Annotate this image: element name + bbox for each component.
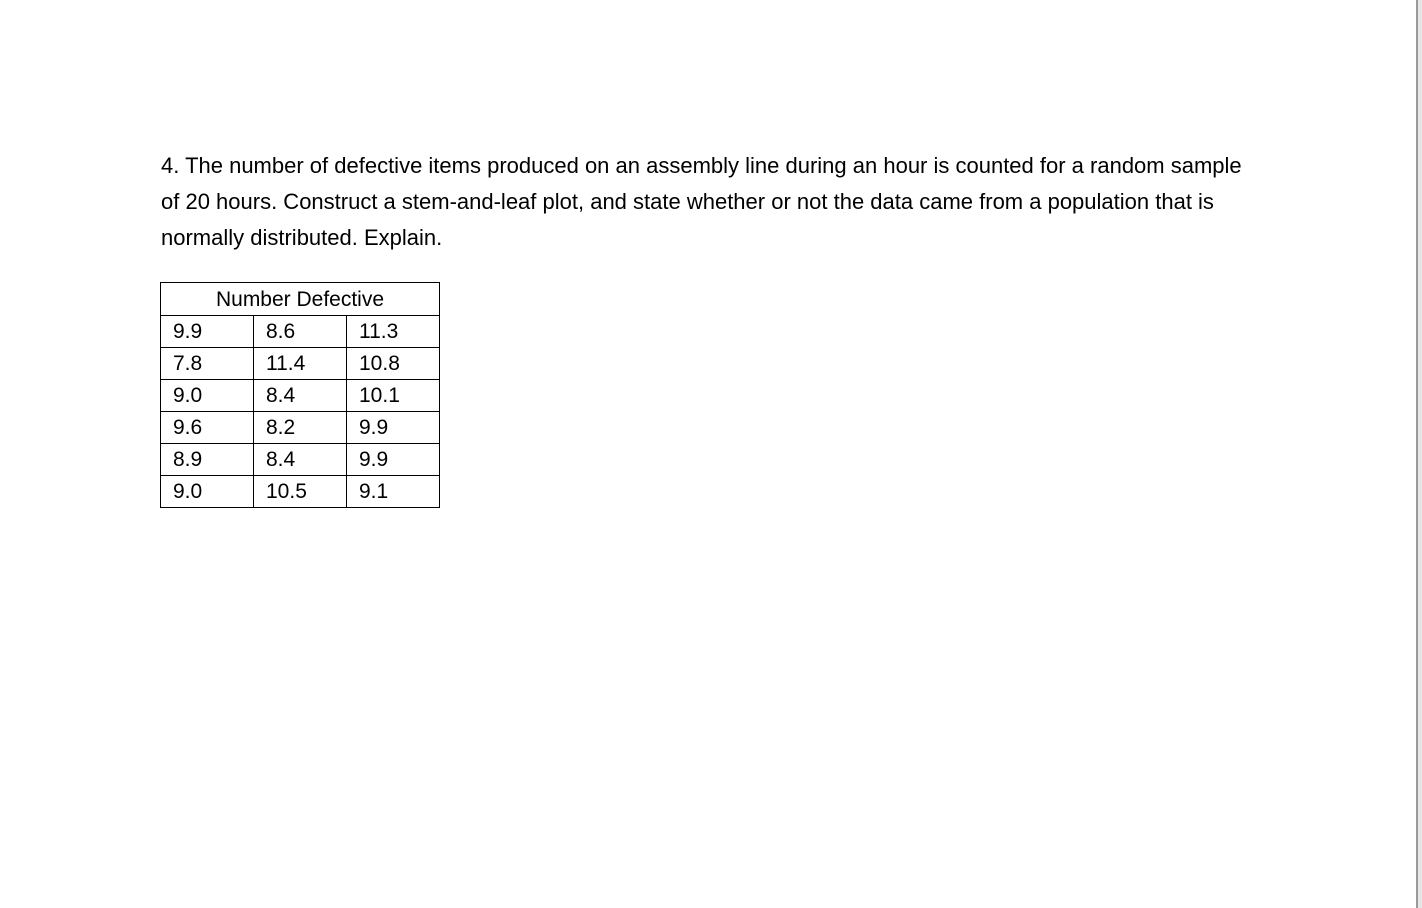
table-row (161, 316, 440, 348)
table-cell: 10.5 (254, 476, 347, 508)
table-cell: 7.8 (161, 348, 254, 380)
table-cell: 10.1 (347, 380, 440, 412)
table-cell: 9.6 (161, 412, 254, 444)
table-header: Number Defective (161, 283, 440, 316)
table-cell: 8.4 (254, 444, 347, 476)
table-cell: 9.9 (161, 316, 254, 348)
table-cell: 9.1 (347, 476, 440, 508)
table-cell: 10.8 (347, 348, 440, 380)
page-edge-shadow (1418, 0, 1422, 908)
table-cell: 8.4 (254, 380, 347, 412)
number-defective-table (160, 282, 440, 508)
table-cell: 9.9 (347, 444, 440, 476)
table-cell: 9.0 (161, 476, 254, 508)
table-row (161, 444, 440, 476)
table-cell: 11.4 (254, 348, 347, 380)
table-cell: 8.6 (254, 316, 347, 348)
table-cell: 8.9 (161, 444, 254, 476)
table-cell: 9.9 (347, 412, 440, 444)
table-row (161, 380, 440, 412)
table-header-row (161, 283, 440, 316)
table-cell: 8.2 (254, 412, 347, 444)
table-cell: 9.0 (161, 380, 254, 412)
table-row (161, 348, 440, 380)
table-row (161, 412, 440, 444)
problem-text: 4. The number of defective items produced on an assembly line during an hour is counted for a random sample of 20 hours. Construct a stem-and-leaf plot, and state whether or not the data came from a population that is normally distributed. Explain. (161, 153, 1242, 250)
table-cell: 11.3 (347, 316, 440, 348)
table-row (161, 476, 440, 508)
